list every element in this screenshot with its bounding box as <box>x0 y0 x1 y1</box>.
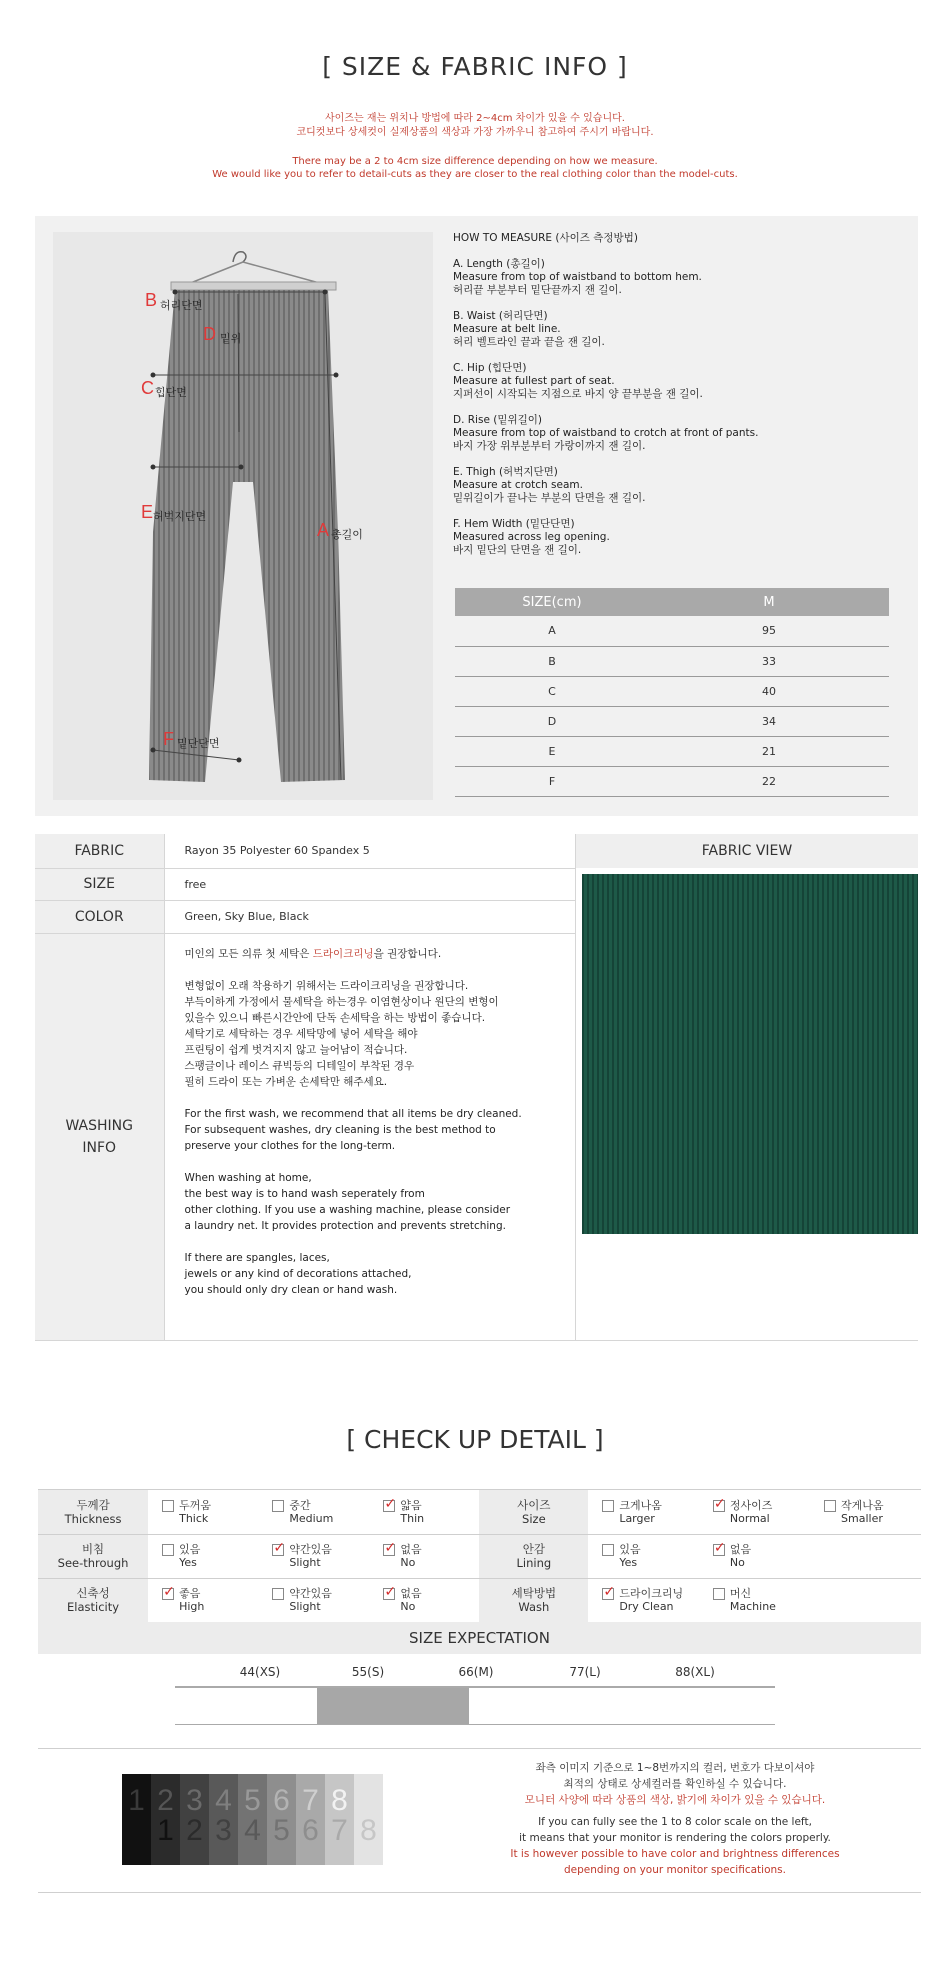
size-label: SIZE <box>35 868 164 900</box>
check-up-row-elasticity-wash <box>38 1578 921 1622</box>
checkbox-larger[interactable] <box>602 1500 614 1512</box>
monitor-notice-ko: 좌측 이미지 기준으로 1~8번까지의 컬러, 번호가 다보이셔야 최적의 상태로 상세컬러를 확인하실 수 있습니다. 모니터 사양에 따라 상품의 색상, 밝기에 차이가 있을 수 있습니다. <box>524 1762 826 1806</box>
color-swatch-7: 7 6 <box>296 1774 325 1865</box>
fabric-value: Rayon 35 Polyester 60 Spandex 5 <box>164 834 575 868</box>
option-seethrough-slight[interactable]: ✓ 약간있음 Slight <box>272 1543 369 1569</box>
option-elasticity-no[interactable]: ✓ 없음 No <box>383 1587 479 1613</box>
option-thin[interactable]: ✓ 얇음 Thin <box>383 1499 479 1525</box>
marker-b-letter: B <box>145 290 158 310</box>
size-expectation-track-bottom <box>175 1724 775 1725</box>
marker-d-letter: D <box>203 324 216 344</box>
washing-info <box>164 933 575 1340</box>
size-notice-ko-1: 사이즈는 재는 위치나 방법에 따라 2~4cm 차이가 있을 수 있습니다. <box>325 113 625 124</box>
size-table-header-size: SIZE(cm) <box>455 588 649 616</box>
measure-item-a: A. Length (총길이) Measure from top of waistband to bottom hem. 허리끝 부분부터 밑단끝까지 잰 길이. <box>453 258 702 296</box>
checkbox-thin[interactable] <box>383 1500 395 1512</box>
checkbox-seethrough-no[interactable] <box>383 1544 395 1556</box>
option-lining-yes[interactable]: 있음 Yes <box>602 1543 699 1569</box>
color-swatch-6: 6 5 <box>267 1774 296 1865</box>
marker-c-letter: C <box>141 378 154 398</box>
color-swatch-5: 5 4 <box>238 1774 267 1865</box>
fabric-view-title: FABRIC VIEW <box>575 834 918 868</box>
option-elasticity-slight[interactable]: 약간있음 Slight <box>272 1587 369 1613</box>
bottom-divider <box>38 1892 921 1893</box>
size-expectation-range <box>317 1688 469 1724</box>
check-up-row-seethrough-lining <box>38 1534 921 1578</box>
table-row: A 95 <box>455 616 889 646</box>
washing-en-paragraph-3: If there are spangles, laces, jewels or any kind of decorations attached, you should only dry clean or hand wash. <box>184 1251 412 1296</box>
marker-d-label: 밑위 <box>220 332 242 345</box>
size-label-44: 44(XS) <box>239 1665 281 1679</box>
color-swatch-1: 1 <box>122 1774 151 1865</box>
marker-a-letter: A <box>317 520 330 540</box>
measure-item-d: D. Rise (밑위길이) Measure from top of waistband to crotch at front of pants. 바지 가장 위부분부터 가랑이까지 잰 길이. <box>453 414 759 452</box>
size-notice-en-2: We would like you to refer to detail-cuts as they are closer to the real clothing color than the model-cuts. <box>212 169 738 180</box>
fabric-label: FABRIC <box>35 834 164 868</box>
lining-label: 안감 Lining <box>479 1534 588 1578</box>
option-medium[interactable]: 중간 Medium <box>272 1499 369 1525</box>
color-swatch-9: 8 <box>354 1774 383 1865</box>
marker-f-label: 밑단단면 <box>177 737 220 750</box>
fabric-view-image <box>582 874 918 1234</box>
checkbox-lining-no[interactable] <box>713 1544 725 1556</box>
option-seethrough-no[interactable]: ✓ 없음 No <box>383 1543 479 1569</box>
washing-ko-paragraph: 변형없이 오래 착용하기 위해서는 드라이크리닝을 권장합니다. 부득이하게 가정에서 물세탁을 하는경우 이염현상이나 원단의 변형이 있을수 있으니 빠른시간안에 단독 손세탁을 하는 방법이 좋습니다. 세탁기로 세탁하는 경우 세탁망에 넣어 세탁을 해야 프린팅이 쉽게 벗겨지지 않고 늘어남이 적습니다. 스팽글이나 레이스 큐빅등의 디테일이 부착된 경우 필히 드라이 또는 가벼운 손세탁만 해주세요. <box>184 979 499 1088</box>
size-table-header-m: M <box>649 588 889 616</box>
option-lining-no[interactable]: ✓ 없음 No <box>713 1543 810 1569</box>
marker-e-label: 허벅지단면 <box>153 510 207 523</box>
color-swatch-8: 8 7 <box>325 1774 354 1865</box>
measure-item-f: F. Hem Width (밑단단면) Measured across leg opening. 바지 밑단의 단면을 잰 길이. <box>453 518 610 556</box>
checkbox-elasticity-high[interactable] <box>162 1588 174 1600</box>
checkbox-elasticity-no[interactable] <box>383 1588 395 1600</box>
color-value: Green, Sky Blue, Black <box>164 900 575 933</box>
color-swatch-10 <box>383 1774 412 1865</box>
option-normal[interactable]: ✓ 정사이즈 Normal <box>713 1499 810 1525</box>
measure-item-b: B. Waist (허리단면) Measure at belt line. 허리 벨트라인 끝과 끝을 잰 길이. <box>453 310 605 348</box>
size-expectation-title: SIZE EXPECTATION <box>38 1622 921 1654</box>
checkbox-elasticity-slight[interactable] <box>272 1588 284 1600</box>
washing-en-paragraph-2: When washing at home, the best way is to hand wash seperately from other clothing. If you use a washing machine, please consider a laundry net. It provides protection and prevents stretching. <box>184 1171 511 1232</box>
table-row: C 40 <box>455 676 889 706</box>
monitor-top-divider <box>38 1748 921 1749</box>
how-to-measure-heading: HOW TO MEASURE (사이즈 측정방법) <box>453 232 638 244</box>
checkbox-normal[interactable] <box>713 1500 725 1512</box>
how-to-measure <box>453 232 893 570</box>
table-row: E 21 <box>455 736 889 766</box>
marker-a-label: 총길이 <box>331 528 363 541</box>
option-elasticity-high[interactable]: ✓ 좋음 High <box>162 1587 258 1613</box>
option-larger[interactable]: 크게나옴 Larger <box>602 1499 699 1525</box>
option-smaller[interactable]: 작게나옴 Smaller <box>824 1499 921 1525</box>
fabric-table-bottom-divider <box>35 1340 918 1341</box>
table-row: F 22 <box>455 766 889 796</box>
size-expectation-track-top <box>175 1686 775 1688</box>
checkbox-thick[interactable] <box>162 1500 174 1512</box>
size-notice-en-1: There may be a 2 to 4cm size difference depending on how we measure. <box>292 156 658 167</box>
marker-e-letter: E <box>141 502 154 522</box>
size-label-55: 55(S) <box>351 1665 385 1679</box>
pants-measure-image <box>53 232 433 800</box>
marker-f-letter: F <box>163 729 174 749</box>
size-label-77: 77(L) <box>569 1665 601 1679</box>
checkbox-seethrough-yes[interactable] <box>162 1544 174 1556</box>
color-swatch-2: 2 1 <box>151 1774 180 1865</box>
option-machine[interactable]: 머신 Machine <box>713 1587 810 1613</box>
washing-intro: 미인의 모든 의류 첫 세탁은 드라이크리닝을 권장합니다. <box>184 947 442 960</box>
option-seethrough-yes[interactable]: 있음 Yes <box>162 1543 258 1569</box>
checkbox-lining-yes[interactable] <box>602 1544 614 1556</box>
washing-label: WASHING INFO <box>35 933 164 1340</box>
fabric-view-divider <box>575 868 576 1341</box>
size-label-88: 88(XL) <box>675 1665 715 1679</box>
size-table <box>455 588 889 797</box>
color-label: COLOR <box>35 900 164 933</box>
size-value: free <box>164 868 575 900</box>
table-row: B 33 <box>455 646 889 676</box>
marker-c-label: 힙단면 <box>155 386 187 399</box>
size-label-66: 66(M) <box>458 1665 494 1679</box>
check-up-title: [ CHECK UP DETAIL ] <box>346 1425 604 1454</box>
option-dry-clean[interactable]: ✓ 드라이크리닝 Dry Clean <box>602 1587 699 1613</box>
checkbox-dry-clean[interactable] <box>602 1588 614 1600</box>
table-row: D 34 <box>455 706 889 736</box>
page-title: [ SIZE & FABRIC INFO ] <box>322 52 628 81</box>
checkbox-seethrough-slight[interactable] <box>272 1544 284 1556</box>
pants-illustration <box>53 232 433 800</box>
see-through-label: 비침 See-through <box>38 1534 148 1578</box>
fabric-table <box>35 834 575 1340</box>
checkbox-smaller[interactable] <box>824 1500 836 1512</box>
monitor-notice-en: If you can fully see the 1 to 8 color scale on the left, it means that your monitor is rendering the colors properly. It is however possible to have color and brightness differences depending on your monitor specifications. <box>510 1816 840 1876</box>
size-panel <box>35 216 918 816</box>
washing-en-paragraph-1: For the first wash, we recommend that all items be dry cleaned. For subsequent washes, dry cleaning is the best method to preserve your clothes for the long-term. <box>184 1107 522 1152</box>
marker-b-label: 허리단면 <box>160 299 203 312</box>
check-up-row-thickness-size <box>38 1490 921 1534</box>
measure-item-c: C. Hip (힙단면) Measure at fullest part of seat. 지퍼선이 시작되는 지점으로 바지 양 끝부분을 잰 길이. <box>453 362 703 400</box>
checkbox-medium[interactable] <box>272 1500 284 1512</box>
elasticity-label: 신축성 Elasticity <box>38 1578 148 1622</box>
check-up-table <box>38 1490 921 1623</box>
thickness-label: 두께감 Thickness <box>38 1490 148 1534</box>
measure-item-e: E. Thigh (허벅지단면) Measure at crotch seam. 밑위길이가 끝나는 부분의 단면을 잰 길이. <box>453 466 646 504</box>
size-fit-label: 사이즈 Size <box>479 1490 588 1534</box>
color-swatch-4: 4 3 <box>209 1774 238 1865</box>
wash-method-label: 세탁방법 Wash <box>479 1578 588 1622</box>
option-thick[interactable]: 두꺼움 Thick <box>162 1499 258 1525</box>
size-notice-ko-2: 코디컷보다 상세컷이 실제상품의 색상과 가장 가까우니 참고하여 주시기 바랍니다. <box>296 127 654 138</box>
color-swatch-3: 3 2 <box>180 1774 209 1865</box>
checkbox-machine[interactable] <box>713 1588 725 1600</box>
